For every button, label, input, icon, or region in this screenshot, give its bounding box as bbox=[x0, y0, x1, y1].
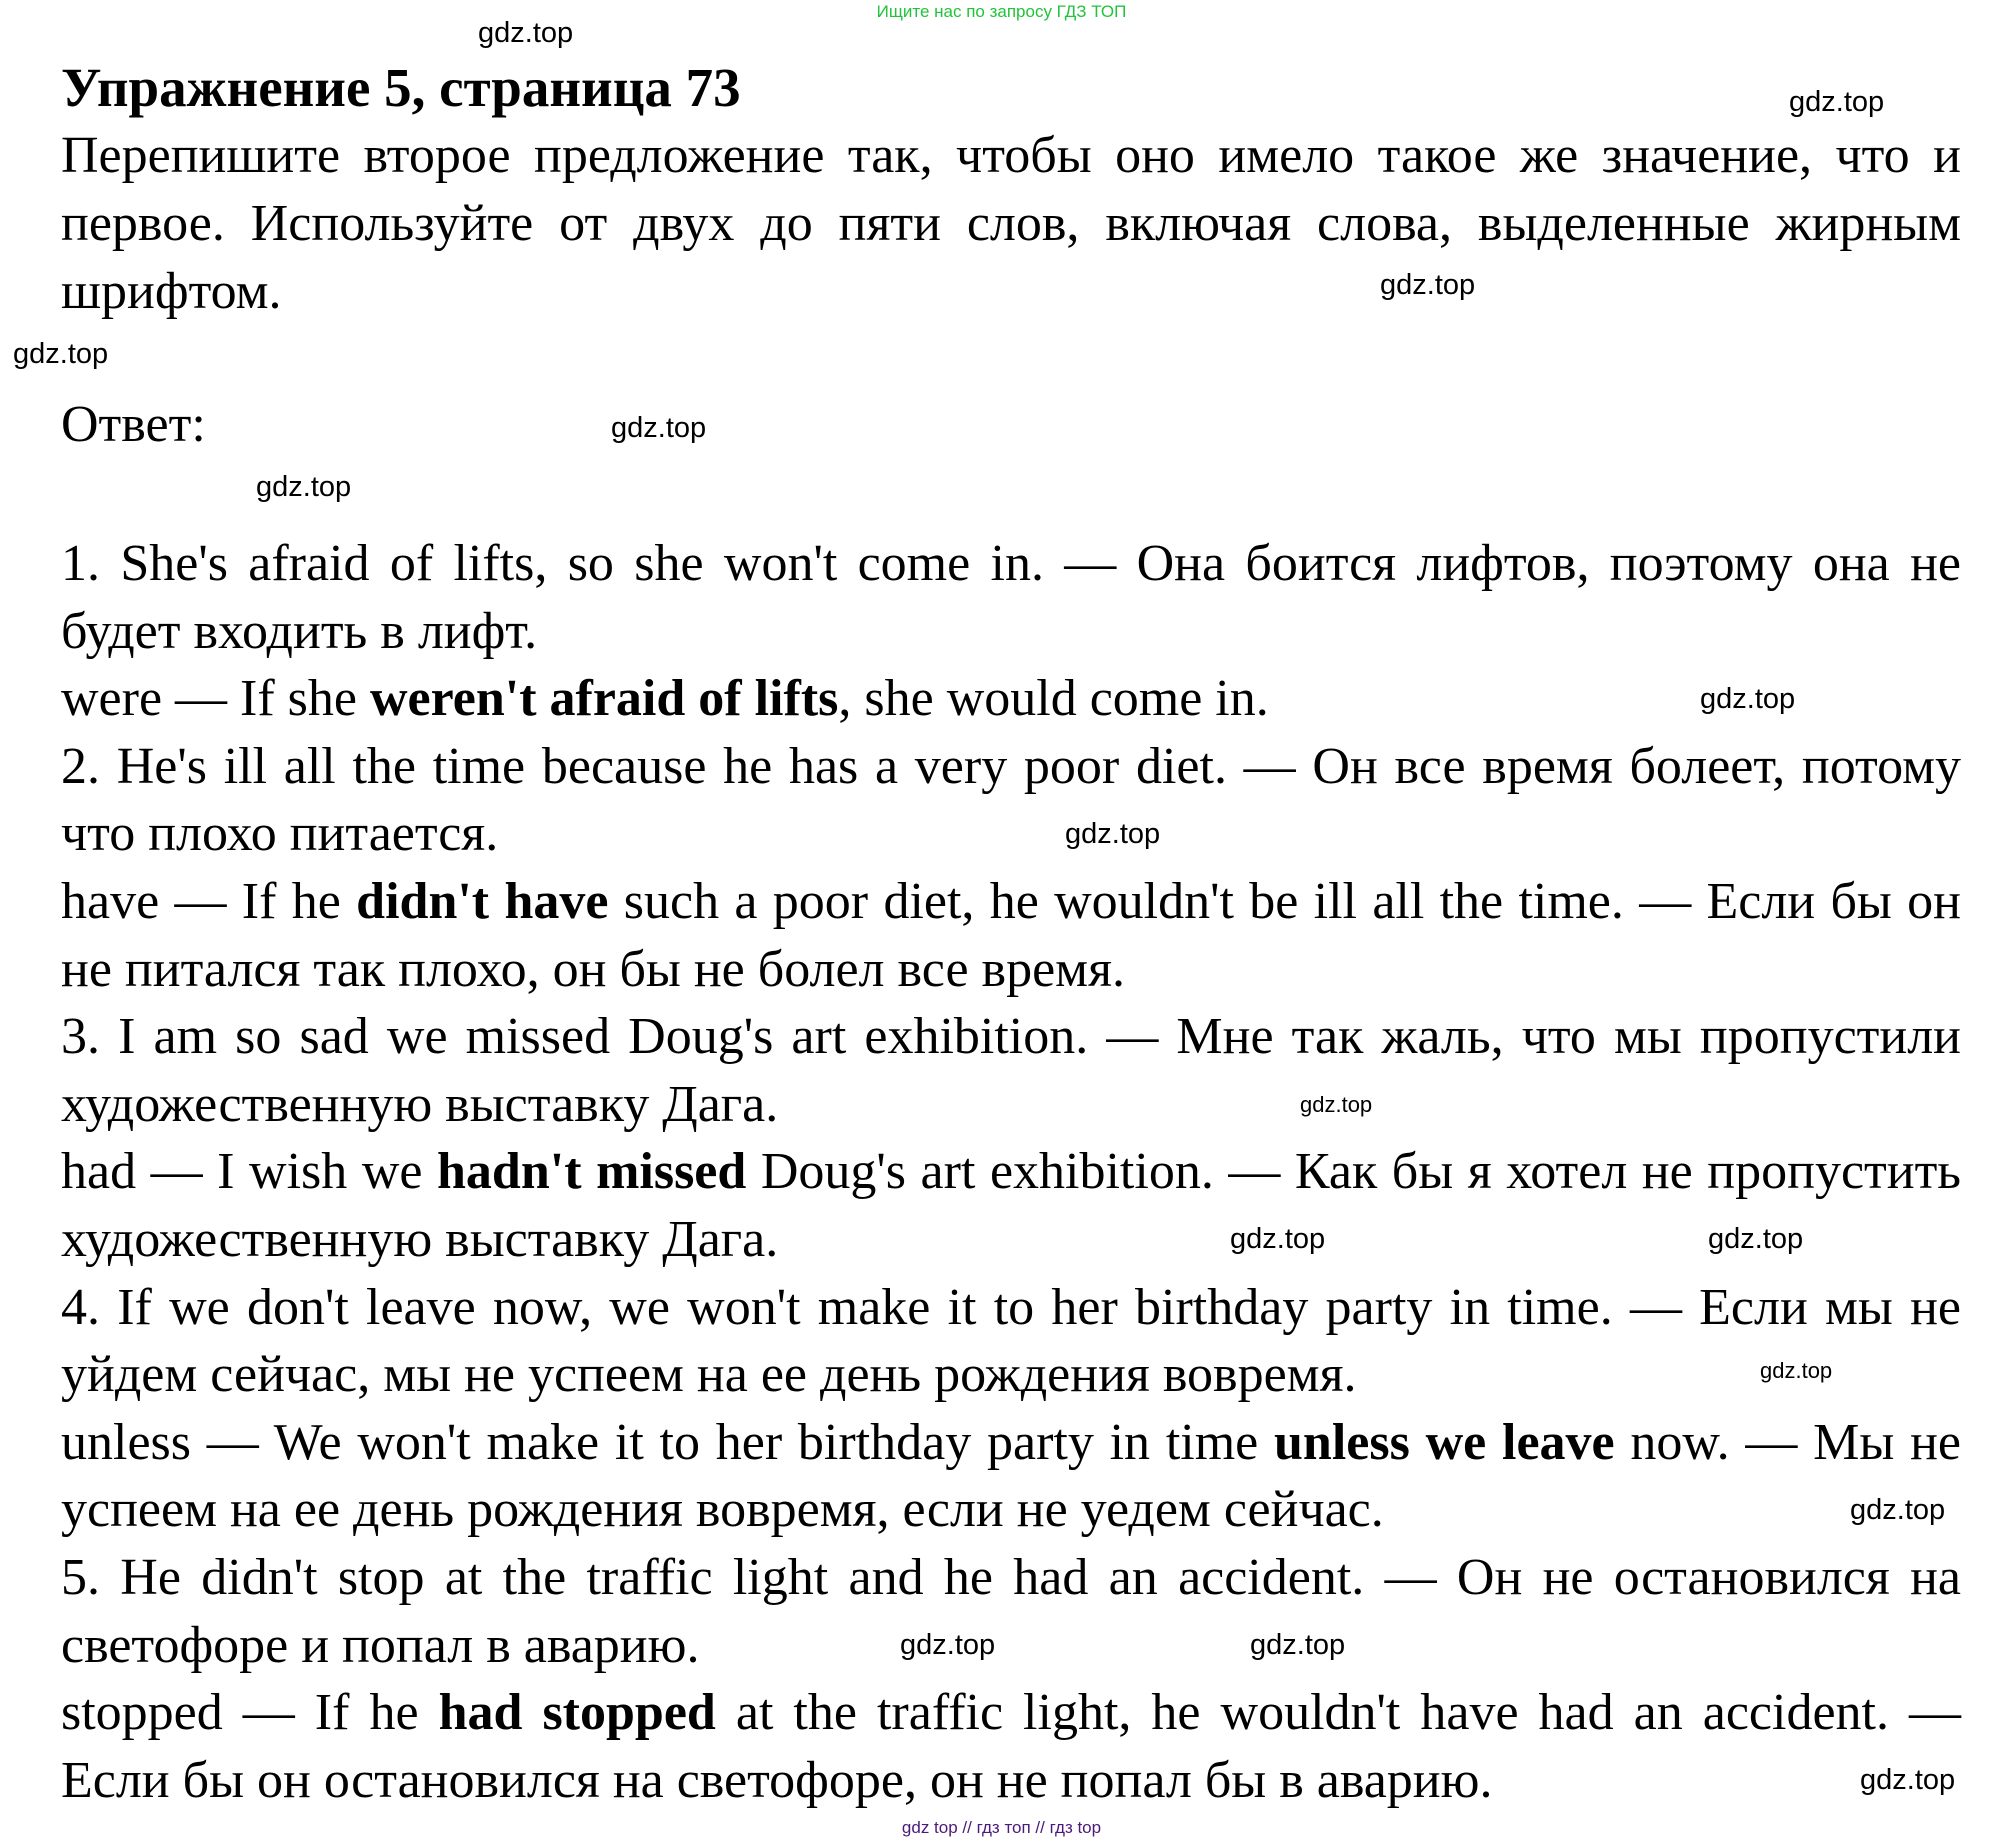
answer-bold: unless we leave bbox=[1274, 1413, 1615, 1471]
answer-rewrite bbox=[61, 665, 1961, 733]
answer-bold: didn't have bbox=[356, 872, 609, 930]
watermark: gdz.top bbox=[1250, 1629, 1346, 1661]
answer-text: had — I wish we bbox=[61, 1143, 437, 1201]
answer-rewrite bbox=[61, 868, 1961, 1003]
watermark: gdz.top bbox=[1760, 1358, 1833, 1383]
answer-question: 2. He's ill all the time because he has a very poor diet. — Он все время болеет, потому что плохо питается. bbox=[61, 737, 1961, 863]
watermark: gdz.top bbox=[900, 1629, 996, 1661]
watermark: gdz.top bbox=[1380, 269, 1476, 301]
answer-bold: weren't afraid of lifts bbox=[369, 670, 839, 728]
watermark: gdz.top bbox=[1230, 1223, 1326, 1255]
watermark: gdz.top bbox=[1300, 1092, 1373, 1117]
page-title: Упражнение 5, страница 73 bbox=[61, 57, 741, 118]
watermark: gdz.top bbox=[1700, 683, 1796, 715]
answer-text: such a poor diet, he wouldn't be ill all the time. — Если бы он не питался так плохо, он бы не болел все время. bbox=[61, 872, 1961, 998]
answer-question: 1. She's afraid of lifts, so she won't come in. — Она боится лифтов, поэтому она не будет входить в лифт. bbox=[61, 535, 1961, 660]
answer-text: unless — We won't make it to her birthday party in time bbox=[61, 1413, 1275, 1471]
watermark: gdz.top bbox=[1860, 1764, 1956, 1796]
answer-label: Ответ: bbox=[61, 396, 206, 453]
answer-text: stopped — If he bbox=[61, 1684, 439, 1742]
answer-question: 3. I am so sad we missed Doug's art exhibition. — Мне так жаль, что мы пропустили художественную выставку Дага. bbox=[61, 1008, 1961, 1133]
search-hint-banner: Ищите нас по запросу ГДЗ ТОП bbox=[876, 2, 1127, 21]
answer-rewrite bbox=[61, 1409, 1961, 1544]
exercise-instruction: Перепишите второе предложение так, чтобы оно имело такое же значение, что и первое. Используйте от двух до пяти слов, включая слова, выделенные жирным шрифтом. bbox=[61, 127, 1961, 320]
answer-rewrite bbox=[61, 1679, 1961, 1814]
answer-text: were — If she bbox=[61, 670, 370, 728]
answer-rewrite bbox=[61, 1138, 1961, 1273]
watermark: gdz.top bbox=[611, 412, 707, 444]
answer-text: at the traffic light, he wouldn't have had an accident. — Если бы он остановился на светофоре, он не попал бы в аварию. bbox=[61, 1684, 1961, 1809]
answer-list bbox=[61, 530, 1961, 1814]
answer-text: now. — Мы не успеем на ее день рождения вовремя, если не уедем сейчас. bbox=[61, 1413, 1961, 1539]
watermark: gdz.top bbox=[256, 471, 352, 503]
answer-text: Doug's art exhibition. — Как бы я хотел не пропустить художественную выставку Дага. bbox=[61, 1143, 1962, 1268]
answer-bold: had stopped bbox=[438, 1684, 716, 1742]
watermark: gdz.top bbox=[1789, 86, 1885, 118]
watermark: gdz.top bbox=[1708, 1223, 1804, 1255]
watermark: gdz.top bbox=[13, 338, 109, 370]
answer-question: 5. He didn't stop at the traffic light and he had an accident. — Он не остановился на светофоре и попал в аварию. bbox=[61, 1548, 1961, 1674]
footer-watermark: gdz top // гдз топ // гдз top bbox=[901, 1818, 1102, 1837]
watermark: gdz.top bbox=[478, 17, 574, 49]
answer-text: have — If he bbox=[61, 872, 357, 930]
watermark: gdz.top bbox=[1065, 818, 1161, 850]
watermark: gdz.top bbox=[1850, 1494, 1946, 1526]
answer-question: 4. If we don't leave now, we won't make it to her birthday party in time. — Если мы не уйдем сейчас, мы не успеем на ее день рождения вовремя. bbox=[61, 1278, 1961, 1404]
answer-text: , she would come in. bbox=[838, 670, 1269, 728]
answer-bold: hadn't missed bbox=[437, 1143, 747, 1201]
